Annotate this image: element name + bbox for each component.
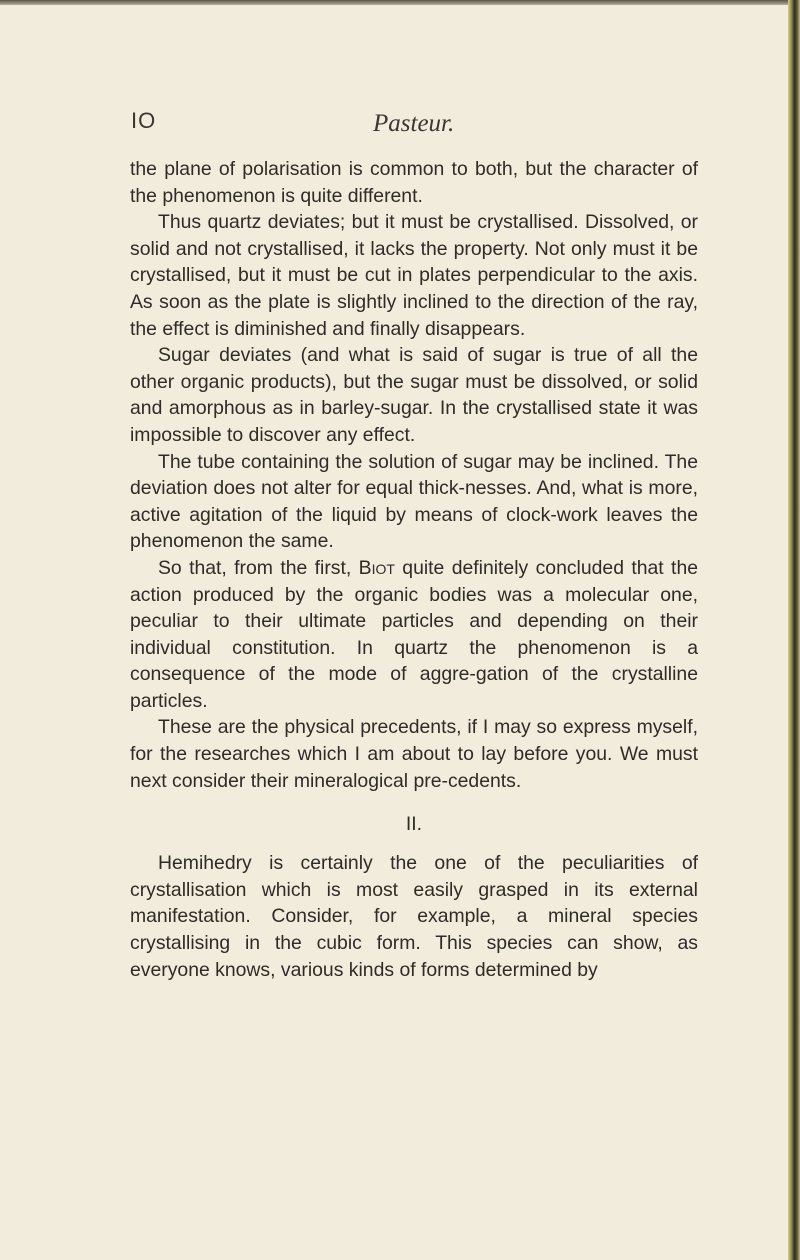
paragraph-2: Thus quartz deviates; but it must be crystallised. Dissolved, or solid and not crystallised, it lacks the property. Not only must it be crystallised, but it must be cut in plates perpendicular to the axis. As soon as the plate is slightly inclined to the direction of the ray, the effect is diminished and finally disappears. [130,211,698,340]
body-text [130,156,698,983]
paragraph-4: The tube containing the solution of sugar may be inclined. The deviation does not alter for equal thick-nesses. And, what is more, active agitation of the liquid by means of clock-work leaves the phenomenon the same. [130,450,698,553]
name-biot: Biot [358,556,395,579]
running-title: Pasteur. [373,110,455,137]
book-spine-edge [788,0,800,1260]
paragraph-7: Hemihedry is certainly the one of the peculiarities of crystallisation which is most easily grasped in its external manifestation. Consider, for example, a mineral species crystallising in the cubic form. This species can show, as everyone knows, various kinds of forms determined by [130,852,698,981]
page-top-edge [0,0,800,5]
paragraph-5 [130,555,698,715]
section-heading: II. [405,813,423,836]
paragraph-1: the plane of polarisation is common to both, but the character of the phenomenon is quite different. [130,158,698,207]
page-number: IO [131,108,157,133]
paragraph-5-after: quite definitely concluded that the action produced by the organic bodies was a molecular one, peculiar to their ultimate particles and depending on their individual constitution. In quartz the phenomenon is a consequence of the mode of aggre-gation of the crystalline particles. [130,556,699,712]
paragraph-3: Sugar deviates (and what is said of sugar is true of all the other organic products), but the sugar must be dissolved, or solid and amorphous as in barley-sugar. In the crystallised state it was impossible to discover any effect. [130,344,698,446]
paragraph-6: These are the physical precedents, if I may so express myself, for the researches which I am about to lay before you. We must next consider their mineralogical pre-cedents. [130,716,698,792]
paragraph-5-before: So that, from the first, [158,556,352,579]
running-head [0,108,790,148]
